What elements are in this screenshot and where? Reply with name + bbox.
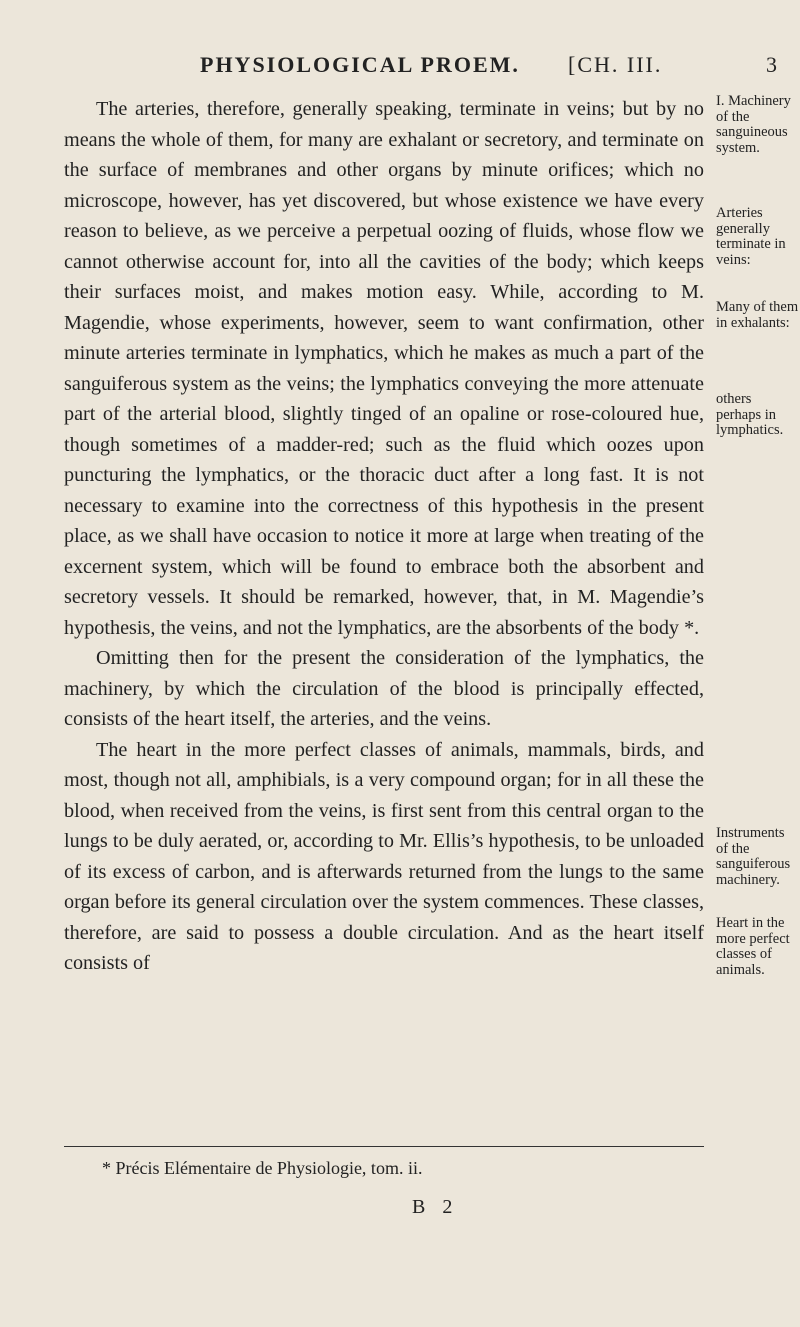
main-text: [64, 94, 704, 979]
running-header: [0, 44, 800, 80]
paragraph: The arteries, therefore, generally speaking, terminate in veins; but by no means the whole of them, for many are exhalant or secretory, and terminate on the surface of membranes and other organs by minute orifices; which no microscope, however, has yet discovered, but whose existence we have every reason to believe, as we perceive a perpetual oozing of fluids, whose flow we cannot otherwise account for, into all the cavities of the body; which keeps their surfaces moist, and makes motion easy. While, according to M. Magendie, whose experiments, however, seem to want confirmation, other minute arteries terminate in lymphatics, which he makes as much a part of the sanguiferous system as the veins; the lymphatics conveying the more attenuate part of the arterial blood, slightly tinged of an opaline or rose-coloured hue, though sometimes of a madder-red; such as the fluid which oozes upon puncturing the lymphatics, or the thoracic duct after a long fast. It is not necessary to examine into the correctness of this hypothesis in the present place, as we shall have occasion to notice it more at large when treating of the excernent system, which will be found to embrace both the absorbent and secretory vessels. It should be remarked, however, that, in M. Magendie’s hypothesis, the veins, and not the lymphatics, are the absorbents of the body *.: [64, 98, 704, 639]
running-title: PHYSIOLOGICAL PROEM.: [200, 52, 520, 77]
margin-note: I. Machinery of the sanguineous system.: [716, 93, 791, 156]
margin-note: Arteries generally terminate in veins:: [716, 205, 786, 268]
paragraph: The heart in the more perfect classes of animals, mammals, birds, and most, though not all, amphibials, is a very compound organ; for in all these the blood, when received from the veins, is first sent from this central organ to the lungs to be duly aerated, or, according to Mr. Ellis’s hypothesis, to be unloaded of its excess of carbon, and is afterwards returned from the lungs to the same organ before its general circulation over the system commences. These classes, therefore, are said to possess a double circulation. And as the heart itself consists of: [64, 738, 704, 974]
chapter-marker: [CH. III.: [568, 52, 663, 77]
paragraph: Omitting then for the present the consideration of the lymphatics, the machinery, by which the circulation of the blood is principally effected, consists of the heart itself, the arteries, and the veins.: [64, 647, 704, 730]
signature-mark: B 2: [412, 1196, 459, 1218]
margin-note: others perhaps in lymphatics.: [716, 391, 784, 438]
footnote-rule: [64, 1146, 704, 1147]
margin-note: Heart in the more perfect classes of animals.: [716, 915, 790, 978]
footnote: * Précis Elémentaire de Physiologie, tom. ii.: [102, 1158, 423, 1178]
page-number: 3: [766, 52, 779, 77]
margin-note: Many of them in exhalants:: [716, 299, 799, 331]
margin-note: Instruments of the sanguiferous machinery.: [716, 825, 791, 888]
